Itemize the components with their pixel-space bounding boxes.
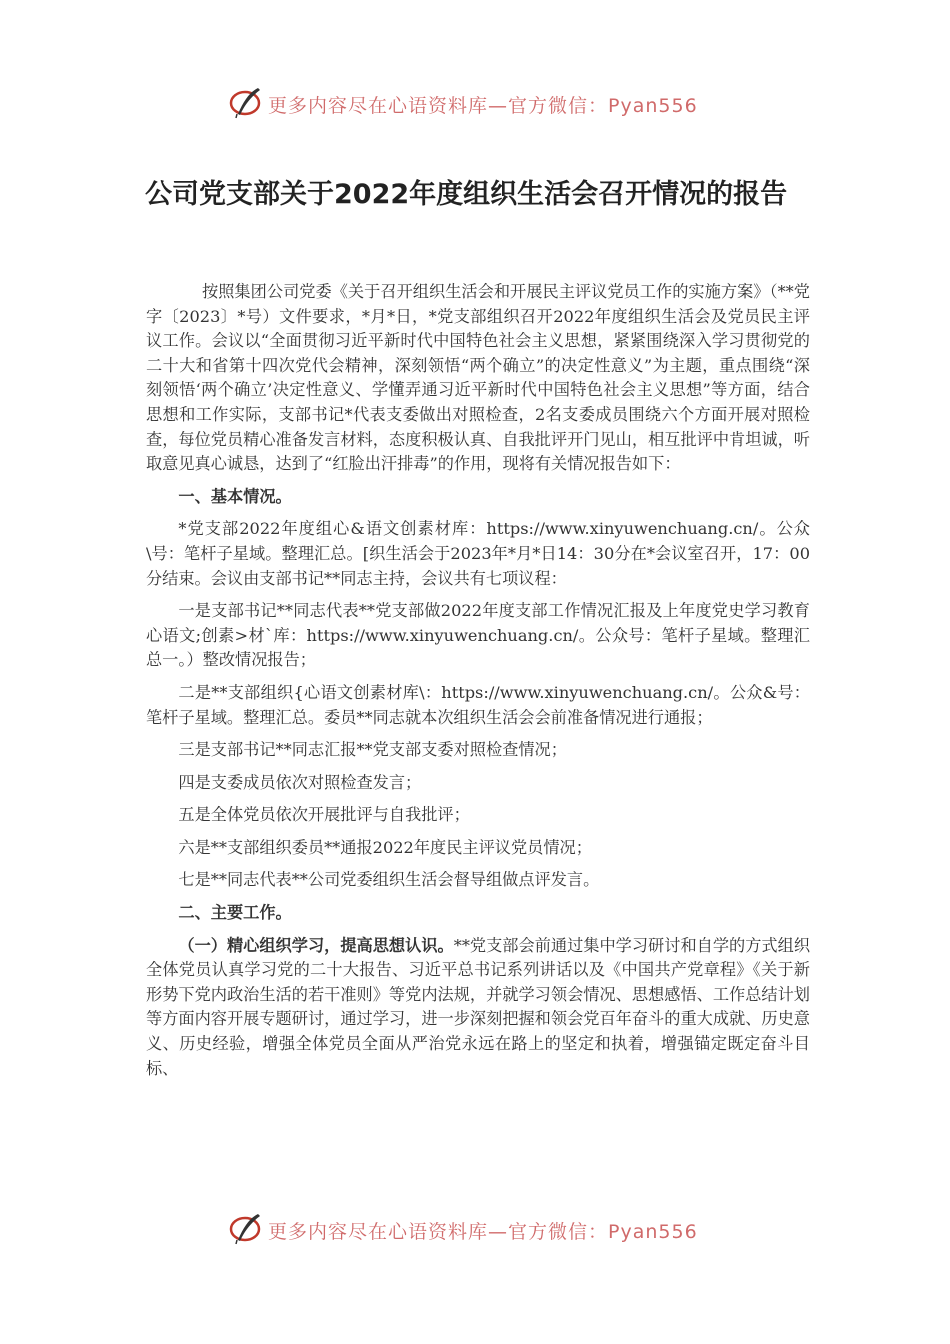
section-heading-basic: 一、基本情况。	[178, 486, 292, 506]
watermark-text: 更多内容尽在心语资料库—官方微信：Pyan556	[268, 94, 698, 117]
agenda-item-6: 六是**支部组织委员**通报2022年度民主评议党员情况；	[178, 837, 592, 857]
work-paragraph-1	[146, 934, 810, 1082]
agenda-item-2: 二是**支部组织{心语文创素材库\：https://www.xinyuwenchuang.cn/。公众&号：笔杆子星域。整理汇总。委员**同志就本次组织生活会会前准备情况进行通报；	[146, 682, 810, 727]
work-paragraph-1-lead: （一）精心组织学习，提高思想认识。	[178, 935, 454, 955]
quill-pen-logo-icon	[228, 84, 268, 124]
agenda-item-7: 七是**同志代表**公司党委组织生活会督导组做点评发言。	[178, 870, 600, 890]
footer-watermark	[0, 1208, 950, 1252]
agenda-item-1: 一是支部书记**同志代表**党支部做2022年度支部工作情况汇报及上年度党史学习教育心语文;创素>材`库：https://www.xinyuwenchuang.cn/。公众号：笔杆子星域。整理汇总一。）整改情况报告；	[146, 601, 810, 670]
agenda-item-4: 四是支委成员依次对照检查发言；	[178, 772, 422, 792]
basic-info-paragraph: *党支部2022年度组心&语文创素材库：https://www.xinyuwenchuang.cn/。公众\号：笔杆子星域。整理汇总。[织生活会于2023年*月*日14：30分在*会议室召开，17：00分结束。会议由支部书记**同志主持，会议共有七项议程：	[146, 519, 810, 588]
quill-pen-logo-icon	[228, 1210, 268, 1250]
document-body	[146, 280, 810, 1081]
agenda-item-5: 五是全体党员依次开展批评与自我批评；	[178, 805, 470, 825]
section-heading-main-work: 二、主要工作。	[178, 903, 292, 923]
header-watermark	[0, 82, 950, 126]
watermark-text: 更多内容尽在心语资料库—官方微信：Pyan556	[268, 1220, 698, 1243]
work-paragraph-1-text: **党支部会前通过集中学习研讨和自学的方式组织全体党员认真学习党的二十大报告、习近平总书记系列讲话以及《中国共产党章程》《关于新形势下党内政治生活的若干准则》等党内法规，并就学习领会情况、思想感悟、工作总结计划等方面内容开展专题研讨，通过学习，进一步深刻把握和领会党百年奋斗的重大成就、历史意义、历史经验，增强全体党员全面从严治党永远在路上的坚定和执着，增强锚定既定奋斗目标、	[146, 935, 811, 1078]
intro-paragraph: 按照集团公司党委《关于召开组织生活会和开展民主评议党员工作的实施方案》（**党字〔2023〕*号）文件要求，*月*日，*党支部组织召开2022年度组织生活会及党员民主评议工作。会议以“全面贯彻习近平新时代中国特色社会主义思想，紧紧围绕深入学习贯彻党的二十大和省第十四次党代会精神，深刻领悟“两个确立”的决定性意义”为主题，重点围绕“深刻领悟‘两个确立’决定性意义、学懂弄通习近平新时代中国特色社会主义思想”等方面，结合思想和工作实际，支部书记*代表支委做出对照检查，2名支委成员围绕六个方面开展对照检查，每位党员精心准备发言材料，态度积极认真、自我批评开门见山，相互批评中肯坦诚，听取意见真心诚恳，达到了“红脸出汗排毒”的作用，现将有关情况报告如下：	[146, 282, 810, 474]
agenda-item-3: 三是支部书记**同志汇报**党支部支委对照检查情况；	[178, 740, 567, 760]
document-title: 公司党支部关于2022年度组织生活会召开情况的报告	[145, 179, 788, 210]
